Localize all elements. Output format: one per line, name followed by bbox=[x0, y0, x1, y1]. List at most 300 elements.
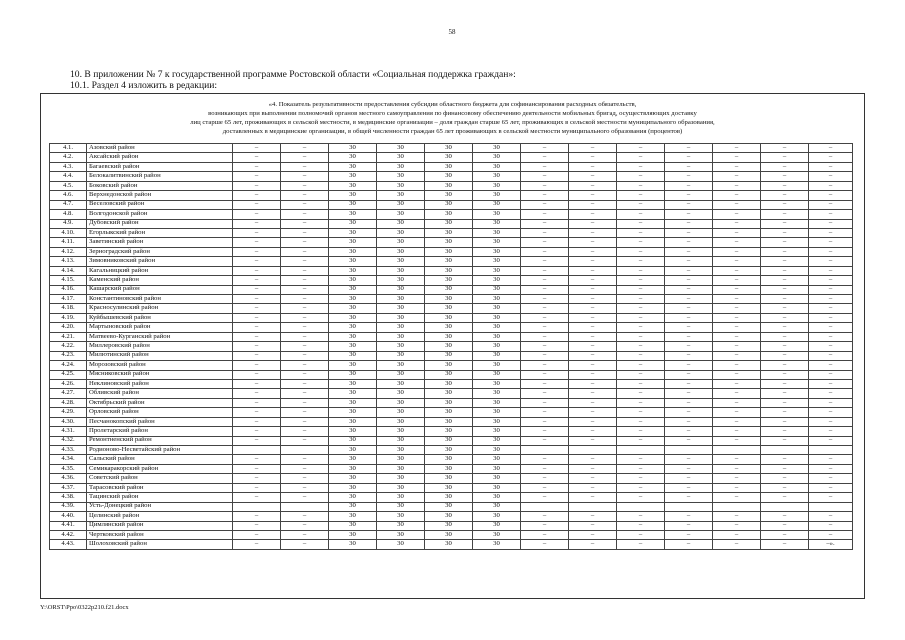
table-row bbox=[50, 200, 853, 209]
value-cell: 30 bbox=[329, 295, 377, 304]
table-row bbox=[50, 257, 853, 266]
value-cell: – bbox=[617, 417, 665, 426]
value-cell: – bbox=[617, 276, 665, 285]
value-cell: – bbox=[713, 313, 761, 322]
row-number: 4.35. bbox=[50, 464, 87, 473]
value-cell: – bbox=[617, 266, 665, 275]
value-cell: – bbox=[569, 408, 617, 417]
value-cell: – bbox=[233, 436, 281, 445]
table-row bbox=[50, 162, 853, 171]
value-cell: 30 bbox=[377, 162, 425, 171]
row-number: 4.14. bbox=[50, 266, 87, 275]
value-cell: – bbox=[617, 521, 665, 530]
value-cell: 30 bbox=[425, 210, 473, 219]
district-name: Морозовский район bbox=[87, 361, 233, 370]
value-cell: – bbox=[281, 295, 329, 304]
value-cell bbox=[569, 446, 617, 455]
district-name: Цимлянский район bbox=[87, 521, 233, 530]
value-cell: – bbox=[761, 493, 809, 502]
table-row bbox=[50, 210, 853, 219]
table-row bbox=[50, 276, 853, 285]
row-number: 4.26. bbox=[50, 379, 87, 388]
value-cell: – bbox=[761, 379, 809, 388]
value-cell: – bbox=[617, 389, 665, 398]
value-cell: – bbox=[521, 342, 569, 351]
value-cell: 30 bbox=[473, 304, 521, 313]
value-cell: 30 bbox=[473, 389, 521, 398]
table-row bbox=[50, 540, 853, 549]
value-cell: 30 bbox=[377, 144, 425, 153]
value-cell: – bbox=[281, 247, 329, 256]
value-cell: – bbox=[665, 323, 713, 332]
value-cell: – bbox=[809, 200, 853, 209]
value-cell: 30 bbox=[473, 257, 521, 266]
value-cell: 30 bbox=[473, 144, 521, 153]
intro-paragraph-2: 10.1. Раздел 4 изложить в редакции: bbox=[70, 80, 218, 91]
value-cell: 30 bbox=[425, 247, 473, 256]
value-cell: – bbox=[665, 144, 713, 153]
value-cell: – bbox=[809, 181, 853, 190]
table-row bbox=[50, 455, 853, 464]
district-name: Целинский район bbox=[87, 512, 233, 521]
row-number: 4.4. bbox=[50, 172, 87, 181]
page-number: 58 bbox=[448, 28, 456, 36]
value-cell: 30 bbox=[473, 351, 521, 360]
district-name: Сальский район bbox=[87, 455, 233, 464]
value-cell: 30 bbox=[377, 474, 425, 483]
value-cell: 30 bbox=[473, 502, 521, 511]
value-cell: – bbox=[761, 219, 809, 228]
value-cell: – bbox=[761, 530, 809, 539]
value-cell: 30 bbox=[329, 417, 377, 426]
value-cell: – bbox=[521, 181, 569, 190]
row-number: 4.40. bbox=[50, 512, 87, 521]
value-cell: 30 bbox=[377, 304, 425, 313]
value-cell bbox=[809, 446, 853, 455]
file-path-footer: Y:\ORST\Ppo\0322p210.f21.docx bbox=[40, 604, 129, 611]
value-cell: – bbox=[713, 332, 761, 341]
value-cell: – bbox=[665, 521, 713, 530]
value-cell: – bbox=[569, 276, 617, 285]
value-cell: – bbox=[233, 285, 281, 294]
value-cell: 30 bbox=[425, 295, 473, 304]
table-row bbox=[50, 502, 853, 511]
value-cell: – bbox=[233, 210, 281, 219]
row-number: 4.29. bbox=[50, 408, 87, 417]
value-cell: – bbox=[809, 228, 853, 237]
value-cell: 30 bbox=[377, 172, 425, 181]
value-cell: – bbox=[761, 398, 809, 407]
table-row bbox=[50, 144, 853, 153]
value-cell: 30 bbox=[329, 540, 377, 549]
value-cell: 30 bbox=[377, 398, 425, 407]
value-cell: 30 bbox=[329, 398, 377, 407]
row-number: 4.32. bbox=[50, 436, 87, 445]
value-cell: – bbox=[809, 285, 853, 294]
value-cell: 30 bbox=[329, 446, 377, 455]
value-cell: 30 bbox=[377, 276, 425, 285]
value-cell: – bbox=[281, 427, 329, 436]
value-cell: – bbox=[281, 276, 329, 285]
value-cell: 30 bbox=[377, 228, 425, 237]
value-cell: – bbox=[569, 474, 617, 483]
value-cell: 30 bbox=[377, 323, 425, 332]
value-cell: 30 bbox=[329, 361, 377, 370]
value-cell: – bbox=[809, 153, 853, 162]
value-cell: – bbox=[281, 540, 329, 549]
value-cell: – bbox=[761, 521, 809, 530]
value-cell: – bbox=[281, 370, 329, 379]
value-cell: – bbox=[665, 540, 713, 549]
value-cell: – bbox=[233, 144, 281, 153]
value-cell: 30 bbox=[425, 512, 473, 521]
value-cell: – bbox=[521, 200, 569, 209]
value-cell: – bbox=[521, 512, 569, 521]
value-cell: – bbox=[521, 398, 569, 407]
table-row bbox=[50, 266, 853, 275]
value-cell bbox=[713, 502, 761, 511]
value-cell: – bbox=[569, 512, 617, 521]
value-cell: 30 bbox=[425, 144, 473, 153]
value-cell: 30 bbox=[473, 323, 521, 332]
value-cell: 30 bbox=[329, 162, 377, 171]
value-cell: – bbox=[665, 417, 713, 426]
value-cell: – bbox=[569, 219, 617, 228]
value-cell: 30 bbox=[473, 483, 521, 492]
value-cell: 30 bbox=[425, 483, 473, 492]
row-number: 4.30. bbox=[50, 417, 87, 426]
value-cell: – bbox=[521, 266, 569, 275]
value-cell: – bbox=[713, 474, 761, 483]
district-name: Кашарский район bbox=[87, 285, 233, 294]
value-cell: 30 bbox=[425, 172, 473, 181]
value-cell: – bbox=[665, 483, 713, 492]
value-cell bbox=[521, 502, 569, 511]
value-cell: – bbox=[713, 172, 761, 181]
value-cell: – bbox=[233, 417, 281, 426]
value-cell: – bbox=[809, 210, 853, 219]
value-cell: – bbox=[617, 247, 665, 256]
value-cell: – bbox=[521, 238, 569, 247]
value-cell: 30 bbox=[329, 191, 377, 200]
value-cell: 30 bbox=[329, 276, 377, 285]
value-cell: 30 bbox=[377, 502, 425, 511]
value-cell: – bbox=[761, 210, 809, 219]
value-cell: – bbox=[761, 427, 809, 436]
value-cell: – bbox=[281, 144, 329, 153]
value-cell: – bbox=[761, 512, 809, 521]
value-cell: – bbox=[569, 191, 617, 200]
value-cell: – bbox=[233, 257, 281, 266]
value-cell: 30 bbox=[329, 370, 377, 379]
district-name: Аксайский район bbox=[87, 153, 233, 162]
table-caption bbox=[44, 101, 861, 137]
value-cell: – bbox=[809, 427, 853, 436]
value-cell: – bbox=[809, 493, 853, 502]
value-cell: – bbox=[521, 285, 569, 294]
row-number: 4.28. bbox=[50, 398, 87, 407]
value-cell: 30 bbox=[425, 313, 473, 322]
value-cell: – bbox=[665, 351, 713, 360]
row-number: 4.27. bbox=[50, 389, 87, 398]
table-row bbox=[50, 398, 853, 407]
table-row bbox=[50, 427, 853, 436]
row-number: 4.37. bbox=[50, 483, 87, 492]
value-cell: 30 bbox=[377, 483, 425, 492]
value-cell: – bbox=[233, 483, 281, 492]
row-number: 4.36. bbox=[50, 474, 87, 483]
value-cell: – bbox=[761, 238, 809, 247]
value-cell: – bbox=[569, 153, 617, 162]
value-cell: – bbox=[761, 304, 809, 313]
value-cell: – bbox=[713, 181, 761, 190]
value-cell: – bbox=[521, 521, 569, 530]
value-cell: 30 bbox=[377, 408, 425, 417]
value-cell: – bbox=[521, 247, 569, 256]
value-cell bbox=[569, 502, 617, 511]
row-number: 4.3. bbox=[50, 162, 87, 171]
row-number: 4.22. bbox=[50, 342, 87, 351]
value-cell: – bbox=[713, 276, 761, 285]
value-cell: – bbox=[617, 144, 665, 153]
value-cell: – bbox=[521, 483, 569, 492]
value-cell: – bbox=[617, 436, 665, 445]
value-cell: – bbox=[281, 521, 329, 530]
value-cell: 30 bbox=[425, 474, 473, 483]
value-cell: – bbox=[665, 162, 713, 171]
value-cell: – bbox=[233, 238, 281, 247]
value-cell: 30 bbox=[473, 446, 521, 455]
value-cell: – bbox=[809, 361, 853, 370]
value-cell: – bbox=[281, 493, 329, 502]
table-row bbox=[50, 304, 853, 313]
value-cell: – bbox=[761, 313, 809, 322]
value-cell bbox=[233, 502, 281, 511]
value-cell: – bbox=[713, 191, 761, 200]
row-number: 4.39. bbox=[50, 502, 87, 511]
value-cell: – bbox=[521, 389, 569, 398]
row-number: 4.21. bbox=[50, 332, 87, 341]
value-cell: – bbox=[617, 370, 665, 379]
value-cell: – bbox=[665, 370, 713, 379]
value-cell: – bbox=[569, 493, 617, 502]
value-cell: – bbox=[665, 379, 713, 388]
value-cell: 30 bbox=[425, 332, 473, 341]
district-name: Мартыновский район bbox=[87, 323, 233, 332]
value-cell: 30 bbox=[425, 493, 473, 502]
value-cell: – bbox=[281, 228, 329, 237]
value-cell: – bbox=[617, 172, 665, 181]
value-cell: – bbox=[713, 238, 761, 247]
table-row bbox=[50, 342, 853, 351]
value-cell: – bbox=[569, 370, 617, 379]
value-cell: 30 bbox=[377, 247, 425, 256]
value-cell: 30 bbox=[473, 398, 521, 407]
value-cell: 30 bbox=[425, 427, 473, 436]
value-cell: – bbox=[761, 257, 809, 266]
value-cell: – bbox=[809, 304, 853, 313]
value-cell: – bbox=[569, 162, 617, 171]
value-cell: – bbox=[617, 408, 665, 417]
row-number: 4.34. bbox=[50, 455, 87, 464]
district-name: Ремонтненский район bbox=[87, 436, 233, 445]
value-cell: – bbox=[665, 219, 713, 228]
value-cell: 30 bbox=[329, 257, 377, 266]
value-cell: 30 bbox=[329, 436, 377, 445]
value-cell: 30 bbox=[425, 464, 473, 473]
value-cell: – bbox=[665, 295, 713, 304]
value-cell: – bbox=[761, 464, 809, 473]
value-cell: – bbox=[233, 530, 281, 539]
value-cell: 30 bbox=[425, 153, 473, 162]
value-cell: – bbox=[665, 257, 713, 266]
row-number: 4.24. bbox=[50, 361, 87, 370]
value-cell: 30 bbox=[473, 181, 521, 190]
value-cell: – bbox=[521, 162, 569, 171]
row-number: 4.23. bbox=[50, 351, 87, 360]
table-row bbox=[50, 351, 853, 360]
value-cell: – bbox=[665, 361, 713, 370]
value-cell: 30 bbox=[377, 200, 425, 209]
district-name: Каменский район bbox=[87, 276, 233, 285]
district-name: Орловский район bbox=[87, 408, 233, 417]
value-cell: – bbox=[617, 295, 665, 304]
district-name: Чертковский район bbox=[87, 530, 233, 539]
value-cell: – bbox=[617, 361, 665, 370]
value-cell: – bbox=[569, 144, 617, 153]
value-cell: – bbox=[281, 285, 329, 294]
value-cell: 30 bbox=[329, 247, 377, 256]
value-cell: – bbox=[713, 370, 761, 379]
value-cell: – bbox=[761, 162, 809, 171]
value-cell: 30 bbox=[329, 502, 377, 511]
district-name: Зимовниковский район bbox=[87, 257, 233, 266]
value-cell: – bbox=[521, 228, 569, 237]
value-cell: – bbox=[809, 313, 853, 322]
value-cell: – bbox=[617, 181, 665, 190]
value-cell: – bbox=[617, 162, 665, 171]
table-row bbox=[50, 361, 853, 370]
table-row bbox=[50, 370, 853, 379]
row-number: 4.5. bbox=[50, 181, 87, 190]
value-cell: – bbox=[809, 474, 853, 483]
table-row bbox=[50, 181, 853, 190]
value-cell: – bbox=[233, 219, 281, 228]
district-name: Пролетарский район bbox=[87, 427, 233, 436]
value-cell: – bbox=[809, 323, 853, 332]
value-cell: – bbox=[521, 474, 569, 483]
value-cell: – bbox=[281, 408, 329, 417]
value-cell: – bbox=[233, 379, 281, 388]
value-cell: – bbox=[761, 323, 809, 332]
value-cell: – bbox=[809, 172, 853, 181]
value-cell: – bbox=[713, 408, 761, 417]
value-cell: – bbox=[761, 483, 809, 492]
value-cell: – bbox=[761, 370, 809, 379]
value-cell: 30 bbox=[329, 483, 377, 492]
value-cell: – bbox=[809, 408, 853, 417]
value-cell: 30 bbox=[377, 219, 425, 228]
value-cell bbox=[761, 502, 809, 511]
value-cell: 30 bbox=[377, 446, 425, 455]
value-cell: 30 bbox=[425, 219, 473, 228]
value-cell: – bbox=[665, 238, 713, 247]
value-cell: – bbox=[569, 200, 617, 209]
value-cell: – bbox=[665, 398, 713, 407]
value-cell: 30 bbox=[329, 342, 377, 351]
value-cell: – bbox=[761, 181, 809, 190]
value-cell: 30 bbox=[425, 398, 473, 407]
caption-line: «4. Показатель результативности предоставления субсидии областного бюджета для софинансирования расходных обязательств, bbox=[268, 101, 637, 108]
value-cell: 30 bbox=[473, 191, 521, 200]
value-cell: – bbox=[617, 210, 665, 219]
value-cell: 30 bbox=[473, 361, 521, 370]
value-cell bbox=[617, 446, 665, 455]
district-name: Кагальницкий район bbox=[87, 266, 233, 275]
value-cell: – bbox=[521, 530, 569, 539]
row-number: 4.20. bbox=[50, 323, 87, 332]
value-cell: 30 bbox=[473, 285, 521, 294]
value-cell: – bbox=[281, 417, 329, 426]
value-cell: – bbox=[665, 342, 713, 351]
value-cell: 30 bbox=[425, 455, 473, 464]
district-name: Тарасовский район bbox=[87, 483, 233, 492]
value-cell: – bbox=[713, 257, 761, 266]
value-cell: – bbox=[761, 247, 809, 256]
value-cell: 30 bbox=[425, 200, 473, 209]
value-cell: 30 bbox=[473, 521, 521, 530]
value-cell: 30 bbox=[425, 342, 473, 351]
value-cell: – bbox=[521, 417, 569, 426]
value-cell: – bbox=[617, 228, 665, 237]
table-row bbox=[50, 408, 853, 417]
value-cell: – bbox=[761, 417, 809, 426]
table-row bbox=[50, 474, 853, 483]
value-cell: 30 bbox=[473, 153, 521, 162]
value-cell: – bbox=[233, 493, 281, 502]
value-cell: – bbox=[569, 210, 617, 219]
district-name: Родионово-Несветайский район bbox=[87, 446, 233, 455]
value-cell: – bbox=[233, 512, 281, 521]
value-cell: – bbox=[761, 200, 809, 209]
value-cell: – bbox=[761, 276, 809, 285]
value-cell: 30 bbox=[329, 219, 377, 228]
value-cell: – bbox=[713, 351, 761, 360]
value-cell bbox=[713, 446, 761, 455]
value-cell: – bbox=[233, 313, 281, 322]
value-cell: 30 bbox=[377, 427, 425, 436]
value-cell: – bbox=[281, 436, 329, 445]
value-cell: – bbox=[521, 313, 569, 322]
value-cell: – bbox=[761, 266, 809, 275]
value-cell: 30 bbox=[473, 512, 521, 521]
value-cell: – bbox=[233, 370, 281, 379]
value-cell: – bbox=[569, 247, 617, 256]
value-cell: – bbox=[809, 351, 853, 360]
value-cell: – bbox=[569, 398, 617, 407]
district-name: Верхнедонской район bbox=[87, 191, 233, 200]
value-cell: 30 bbox=[329, 200, 377, 209]
value-cell: – bbox=[281, 464, 329, 473]
value-cell: – bbox=[281, 304, 329, 313]
value-cell: – bbox=[809, 276, 853, 285]
value-cell: – bbox=[617, 191, 665, 200]
value-cell: – bbox=[281, 530, 329, 539]
value-cell: – bbox=[809, 417, 853, 426]
value-cell: – bbox=[569, 332, 617, 341]
value-cell: – bbox=[521, 379, 569, 388]
value-cell: – bbox=[521, 304, 569, 313]
